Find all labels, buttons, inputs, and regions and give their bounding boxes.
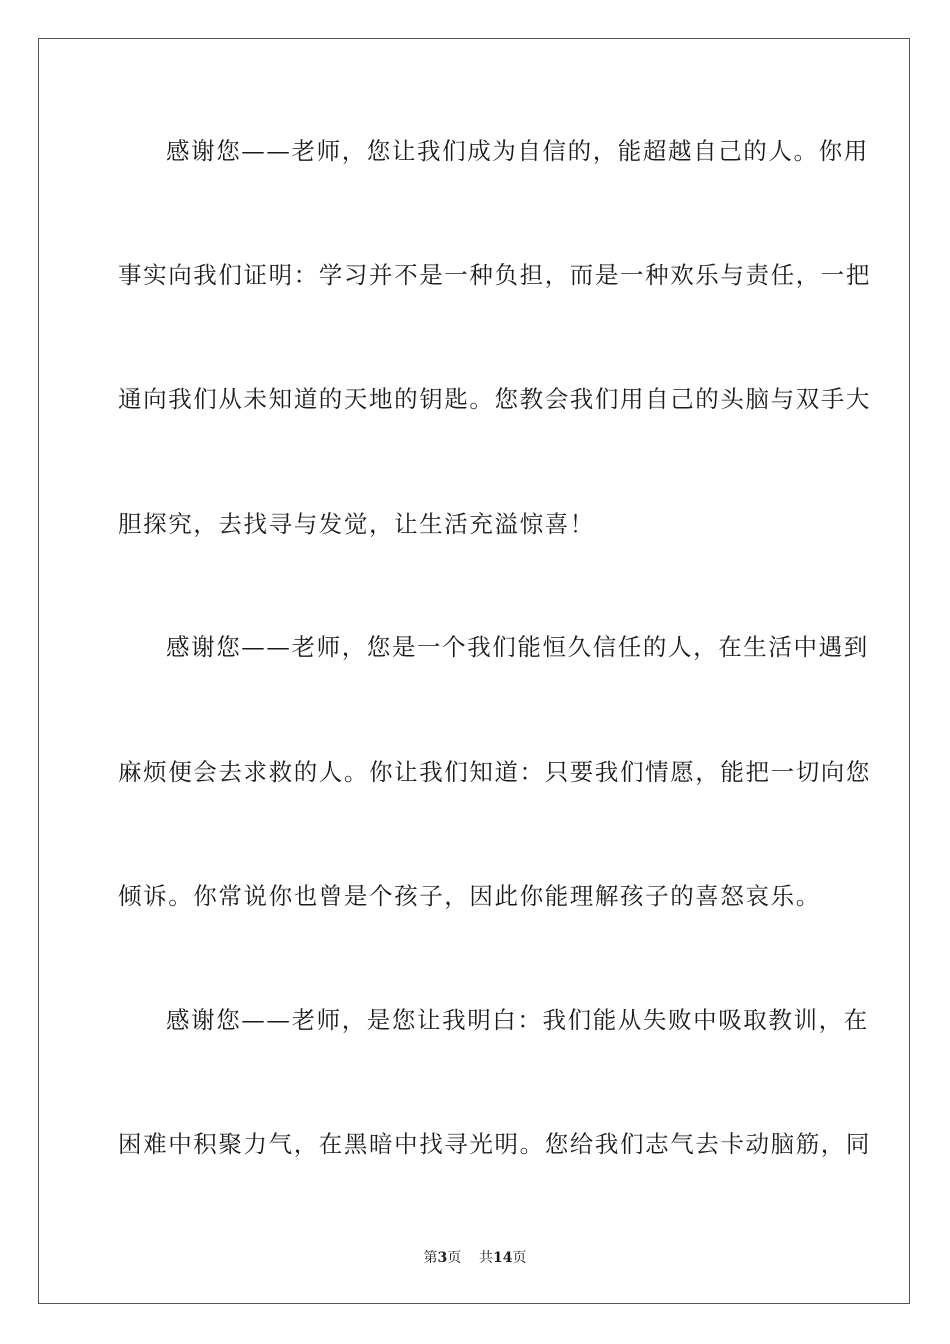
footer-total-prefix: 共 (479, 1250, 494, 1266)
footer-total-suffix: 页 (512, 1250, 527, 1266)
paragraph-2-line-3: 倾诉。你常说你也曾是个孩子，因此你能理解孩子的喜怒哀乐。 (118, 882, 821, 910)
paragraph-2-line-1: 感谢您——老师，您是一个我们能恒久信任的人，在生活中遇到 (166, 633, 869, 661)
page-frame (38, 38, 910, 1304)
footer-page-prefix: 第 (423, 1250, 438, 1266)
paragraph-2-line-2: 麻烦便会去求救的人。你让我们知道：只要我们情愿，能把一切向您 (118, 758, 871, 786)
paragraph-3-line-1: 感谢您——老师，是您让我明白：我们能从失败中吸取教训，在 (166, 1006, 869, 1034)
paragraph-1-line-3: 通向我们从未知道的天地的钥匙。您教会我们用自己的头脑与双手大 (118, 385, 871, 413)
footer-page-current: 3 (437, 1250, 448, 1266)
paragraph-1-line-2: 事实向我们证明：学习并不是一种负担，而是一种欢乐与责任，一把 (118, 261, 871, 289)
footer-page-suffix: 页 (447, 1250, 462, 1266)
page-footer (0, 1249, 950, 1267)
paragraph-1-line-1: 感谢您——老师，您让我们成为自信的，能超越自己的人。你用 (166, 137, 869, 165)
paragraph-1-line-4: 胆探究，去找寻与发觉，让生活充溢惊喜！ (118, 510, 595, 538)
footer-page-total: 14 (493, 1250, 513, 1266)
paragraph-3-line-2: 困难中积聚力气，在黑暗中找寻光明。您给我们志气去卡动脑筋，同 (118, 1130, 871, 1158)
